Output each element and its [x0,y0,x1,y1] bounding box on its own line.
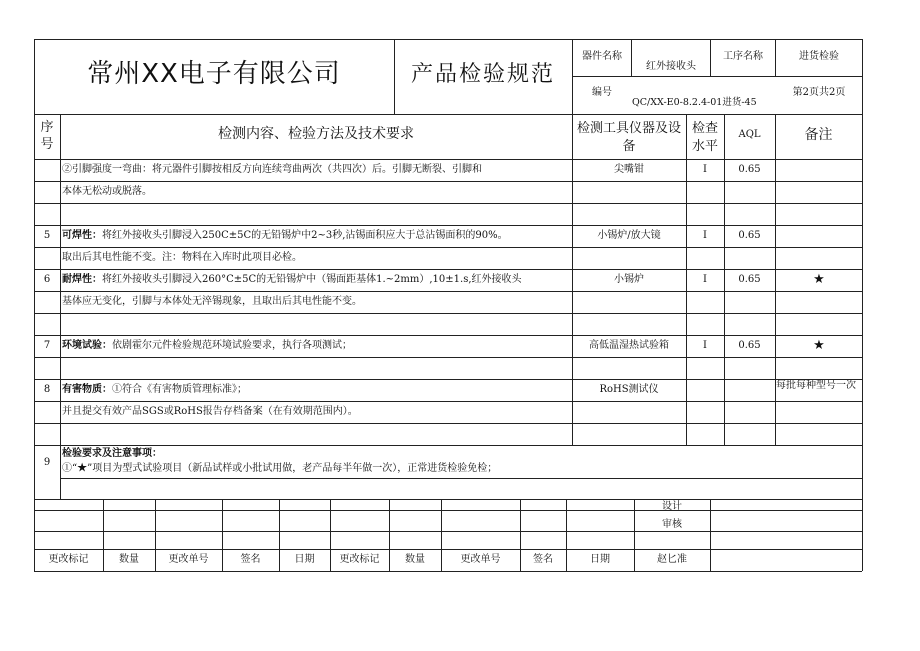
column-aql-header: AQL [738,129,761,140]
row-seq [34,295,60,309]
row-level [686,295,724,309]
row-level [686,405,724,419]
row-seq: 7 [43,340,51,351]
row-tool [572,361,686,375]
column-line [60,445,61,499]
row-aql: 0.65 [738,230,761,241]
row-item-text: 并且提交有效产品SGS或RoHS报告存档备案（在有效期范围内）。 [62,406,358,417]
row-remark [776,248,862,268]
column-content-header: 检测内容、检验方法及技术要求 [218,126,414,142]
row-tool [572,427,686,441]
notes-text: ①“★”项目为型式试验项目（新品试样或小批试用做，老产品每半年做一次），正常进货检验免检； [62,463,498,474]
footer-label: 更改标记 [339,554,380,565]
footer-label: 数量 [405,554,425,565]
row-line [34,379,862,380]
row-tool [572,207,686,221]
row-content [62,229,570,243]
row-remark: ★ [813,272,825,287]
notes-heading: 检验要求及注意事项： [62,448,162,459]
column-tools-header: 检测工具仪器及设备 [576,121,681,154]
row-tool: 高低温湿热试验箱 [589,340,669,351]
process-name-value: 进货检验 [799,51,839,62]
row-item-text: 将红外接收头引脚浸入250C±5C的无铅锡炉中2~3秒,沾锡面积应大于总沾锡面积的90%。 [102,230,508,241]
row-line [34,291,862,292]
row-aql [724,427,775,441]
part-name-label: 器件名称 [582,51,622,62]
row-item-text: ②引脚强度一弯曲：将元器件引脚按相反方向连续弯曲两次（共四次）后。引脚无断裂、引脚和 [62,164,482,175]
row-remark [776,226,862,246]
row-remark [776,182,862,202]
row-aql [724,405,775,419]
row-remark [776,358,862,378]
page-info: 第2页共2页 [792,87,846,98]
row-item-text: 取出后其电性能不变。注：物料在入库时此项目必检。 [62,252,302,263]
column-level-header: 检查水平 [691,121,718,154]
row-tool [572,295,686,309]
footer-line [34,510,862,511]
row-line [34,181,862,182]
row-seq [34,163,60,177]
column-remarks-header: 备注 [804,127,833,143]
row-seq: 8 [43,384,51,395]
row-remark [776,292,862,312]
footer-label: 更改标记 [48,554,89,565]
row-remark: 每批每种型号一次 [776,380,856,391]
row-content [62,251,570,265]
row-tool [572,317,686,331]
part-name-value: 红外接收头 [646,61,696,72]
row-line [34,401,862,402]
footer-label: 数量 [119,554,139,565]
row-level: I [703,164,707,175]
row-item-title: 环境试验： [62,340,112,351]
row-item-text: 本体无松动或脱落。 [62,186,152,197]
header-mid-line [572,76,862,77]
row-line [34,269,862,270]
row-item-text: 将红外接收头引脚浸入260°C±5C的无铅锡炉中（锡面距基体1.~2mm）,10±1.s,红外接收头 [102,274,522,285]
footer-label: 更改单号 [460,554,501,565]
table-top-border [34,39,862,40]
row-aql [724,295,775,309]
footer-column-line [710,499,711,571]
row-line [34,313,862,314]
footer-label: 日期 [294,554,315,565]
row-seq: 5 [43,230,51,241]
code-value: QC/XX-E0-8.2.4-01进货-45 [632,97,757,108]
row-seq: 9 [43,457,51,468]
row-tool: RoHS测试仪 [599,384,659,395]
footer-line [34,549,862,550]
row-seq [34,317,60,331]
process-name-label: 工序名称 [723,51,763,62]
footer-label: 日期 [590,554,610,565]
row-remark [776,160,862,180]
row-tool [572,251,686,265]
row-level [686,361,724,375]
review-label: 审核 [662,519,682,530]
row-aql [724,361,775,375]
row-line [34,445,862,446]
row-content [62,207,570,221]
row-item-title: 有害物质： [62,384,112,395]
row-content [62,295,570,309]
row-remark: ★ [813,338,825,353]
row-level [686,317,724,331]
row-item-text: ①符合《有害物质管理标准》； [112,384,247,395]
row-level: I [703,274,707,285]
code-label: 编号 [592,87,612,98]
row-level [686,383,724,397]
row-level [686,207,724,221]
row-content [62,163,570,177]
row-content [62,273,570,287]
row-content [62,317,570,331]
row-content [62,339,570,353]
document-title: 产品检验规范 [410,62,555,87]
row-line [34,225,862,226]
table-right-border [862,39,863,571]
footer-line [34,531,862,532]
row-seq [34,185,60,199]
column-line [60,114,61,445]
row-seq [34,207,60,221]
row-level: I [703,230,707,241]
row-remark [776,402,862,422]
row-item-text: 基体应无变化，引脚与本体处无淬锡现象，且取出后其电性能不变。 [62,296,362,307]
row-aql [724,383,775,397]
footer-label: 更改单号 [168,554,209,565]
row-line [34,203,862,204]
header-bottom-border [34,114,862,115]
row-aql: 0.65 [738,340,761,351]
company-name: 常州XX电子有限公司 [87,59,341,89]
approver-name: 赵匕准 [657,554,687,565]
row-line [34,247,862,248]
row-line [60,478,862,479]
row-level [686,185,724,199]
row-aql: 0.65 [738,274,761,285]
row-line [34,423,862,424]
row-seq [34,427,60,441]
row-seq: 6 [43,274,51,285]
row-line [34,159,862,160]
row-aql: 0.65 [738,164,761,175]
row-aql [724,185,775,199]
row-aql [724,207,775,221]
row-content [62,427,570,441]
row-tool: 小锡炉 [614,274,644,285]
row-content [62,361,570,375]
row-item-text: 依剧霍尔元件检验规范环境试验要求，执行各项测试； [112,340,352,351]
row-line [34,499,862,500]
row-tool [572,405,686,419]
row-tool [572,185,686,199]
row-tool: 尖嘴钳 [614,164,644,175]
row-seq [34,251,60,265]
row-level: I [703,340,707,351]
row-content [62,383,570,397]
row-tool: 小锡炉/放大镜 [597,230,661,241]
footer-label: 签名 [240,554,261,565]
row-content [62,185,570,199]
row-aql [724,251,775,265]
row-item-title: 耐焊性： [62,274,102,285]
row-level [686,251,724,265]
row-seq [34,361,60,375]
row-remark [776,314,862,334]
row-remark [776,204,862,224]
row-level [686,427,724,441]
table-bottom-border [34,571,862,572]
row-item-title: 可焊性： [62,230,102,241]
column-seq-header: 序号 [40,120,54,152]
row-seq [34,405,60,419]
row-line [34,357,862,358]
row-line [34,335,862,336]
footer-label: 签名 [533,554,553,565]
row-content [62,405,570,419]
row-aql [724,317,775,331]
design-label: 设计 [662,501,682,512]
row-remark [776,424,862,444]
